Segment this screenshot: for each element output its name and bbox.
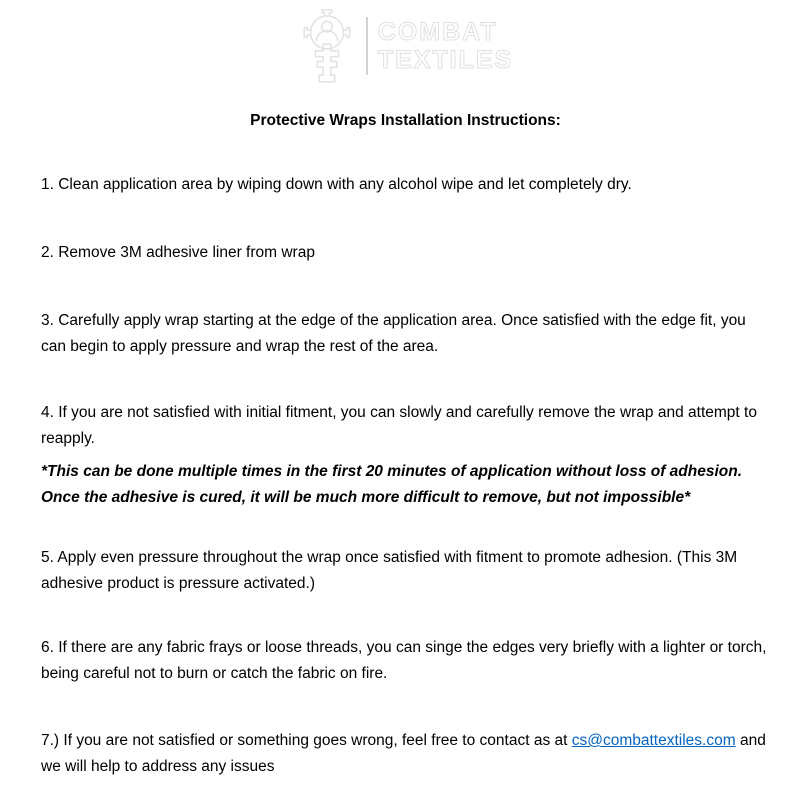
instruction-step-1: 1. Clean application area by wiping down with any alcohol wipe and let completely dry. — [41, 176, 632, 193]
combat-textiles-logo — [41, 0, 770, 86]
contact-email-link[interactable]: cs@combattextiles.com — [571, 732, 736, 749]
instruction-step-6: 6. If there are any fabric frays or loose threads, you can singe the edges very briefly with a lighter or torch, being careful not to burn or catch the fabric on fire. — [41, 639, 767, 682]
instruction-step-5: 5. Apply even pressure throughout the wrap once satisfied with fitment to promote adhesion. (This 3M adhesive product is pressure activated.) — [41, 549, 738, 592]
step-7-text-before-link: 7.) If you are not satisfied or something goes wrong, feel free to contact as at — [41, 732, 572, 749]
instruction-step-7 — [41, 728, 770, 780]
logo-wordmark-line2: TEXTILES — [377, 46, 514, 74]
logo-wordmark — [378, 18, 513, 74]
adhesion-note: *This can be done multiple times in the first 20 minutes of application without loss of adhesion. Once the adhesive is cured, it will be much more difficult to remove, but not impossible* — [41, 463, 743, 506]
step-7-text-after-link: and we will help to address any issues — [41, 732, 766, 775]
instruction-step-3: 3. Carefully apply wrap starting at the edge of the application area. Once satisfied with the edge fit, you can begin to apply pressure and wrap the rest of the area. — [41, 312, 746, 355]
mace-icon — [298, 6, 356, 86]
logo-divider — [366, 17, 368, 75]
instruction-step-4: 4. If you are not satisfied with initial fitment, you can slowly and carefully remove the wrap and attempt to reapply. — [41, 404, 757, 447]
instructions-list — [41, 172, 770, 780]
instruction-step-2: 2. Remove 3M adhesive liner from wrap — [41, 244, 315, 261]
logo-wordmark-line1: COMBAT — [377, 18, 498, 46]
page-title: Protective Wraps Installation Instructions: — [250, 112, 561, 129]
